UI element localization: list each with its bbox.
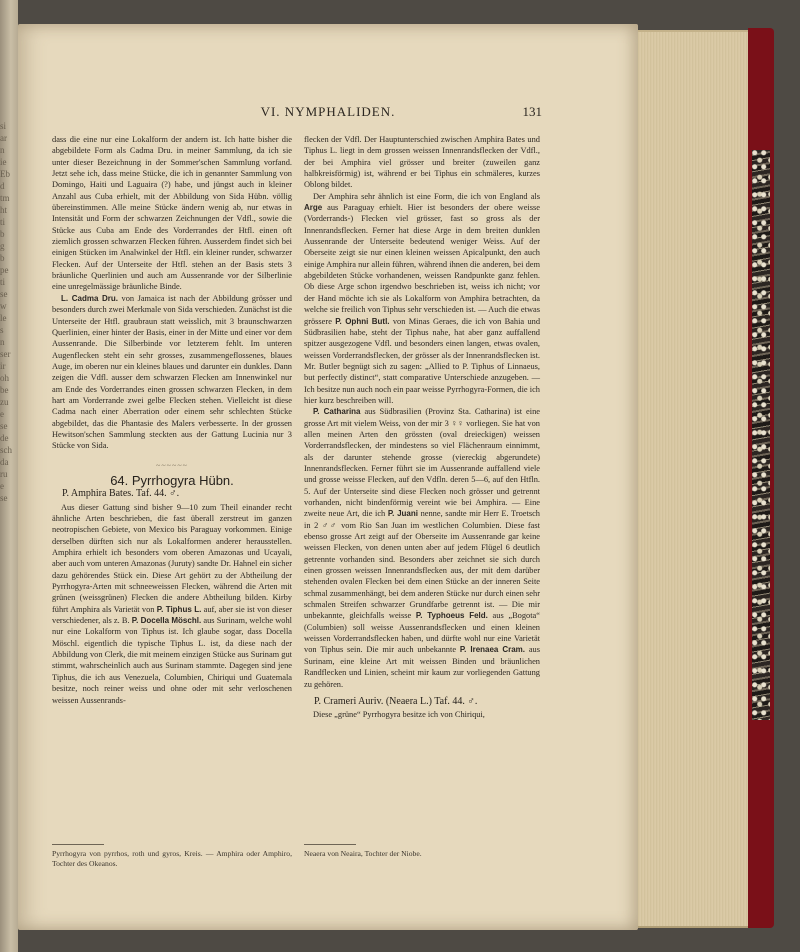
margin-fragment: sch (0, 445, 12, 455)
margin-fragment: s (0, 325, 4, 335)
margin-fragment: oh (0, 373, 9, 383)
page-header (18, 104, 638, 126)
paragraph: Diese „grüne“ Pyrrhogyra besitze ich von Chiriqui, (313, 710, 485, 720)
species-name: L. Cadma Dru. (61, 293, 119, 303)
section-ornament: ~~~~~~ (156, 460, 188, 470)
species-name: Arge (304, 203, 323, 213)
footnote-rule (304, 844, 356, 845)
paragraph: dass die eine nur eine Lokalform der andern ist. Ich hatte bisher die abgebildete Form als Cadma Dru. in meiner Sammlung, da ich sie unter dieser Bezeichnung in der Sommer'schen Sammlung vorfand. Jetzt sehe ich, dass meine Stücke, die ich in genannter Sammlung von Domingo, Haiti und Laguaira (?) habe, und jüngst auch in kleiner Anzahl aus Cuba erhielt, mit der Abbildung von Sida Hübn. völlig übereinstimmen. Alle meine Stücke ändern wenig ab, nur etwas in Intensität und Form der schwarzen Zeichnungen der Vdfl., sowie die Stücke aus Cuba am Ende des Vorderrandes der Htfl. einen oft ziemlich grossen schwarzen Flecken führen. Ausserdem findet sich bei einigen Stücken im Analwinkel der Htfl. ein kleiner runder, schwarzer Flecken. Auf der Unterseite der Htfl. stehen an der Basis stets 3 bräunliche Querlinien und auch am Aussenrande vor der Silberlinie eine unregelmässige bräunliche Binde. (52, 135, 292, 292)
facing-page-fragments (0, 120, 14, 820)
left-column (52, 134, 292, 706)
species-heading: P. Amphira Bates. Taf. 44. ♂. (62, 488, 180, 500)
margin-fragment: ti (0, 217, 6, 227)
margin-fragment: tm (0, 193, 10, 203)
species-name: P. Catharina (313, 407, 361, 417)
margin-fragment: le (0, 313, 7, 323)
margin-fragment: w (0, 301, 7, 311)
running-head: VI. NYMPHALIDEN. (260, 104, 396, 119)
paragraph: L. Cadma Dru. von Jamaica ist nach der Abbildung grösser und besonders durch zwei Merkmale von Sida verschieden. Zunächst ist die Unterseite der Htfl. graubraun statt weisslich, mit 3 braunschwarzen Querlinien, einer hinter der Basis, einer in der Mitte und einer vor dem Aussenrande. Die Silberbinde vor letzterem fehlt. Im unteren Augenflecken steht ein sehr grosses, zusammengeflossenes, blaues Auge, im oberen nur ein kleines blaues und darunter ein dunkles. Dann zeigen die Vdfl. ausser dem schwarzen Flecken am Innenwinkel nur am Ende des Vorderrandes einen grossen schwarzen Flecken, in dem hart am Vorderrande zwei gelbe Flecken stehen. Vielleicht ist diese Cadma nach einer Aberration oder einem sehr schlechten Stücke abgebildet, das die Phantasie des Malers verbesserte. In der grossen Hewitson'schen Sammlung steckten aus der Gattung Lucinia nur 3 Stücke von Sida. (52, 293, 293, 451)
margin-fragment: e (0, 481, 4, 491)
margin-fragment: n (0, 145, 5, 155)
book-page (18, 24, 638, 930)
margin-fragment: si (0, 121, 7, 131)
margin-fragment: pe (0, 265, 9, 275)
margin-fragment: ar (0, 133, 7, 143)
margin-fragment: se (0, 493, 8, 503)
margin-fragment: b (0, 229, 5, 239)
species-heading: P. Crameri Auriv. (Neaera L.) Taf. 44. ♂. (314, 695, 478, 707)
species-name: P. Typhoeus Feld. (415, 611, 488, 621)
species-name: P. Juani (387, 509, 418, 519)
right-column (304, 134, 540, 721)
margin-fragment: ser (0, 349, 11, 359)
marbled-endpaper (752, 150, 770, 720)
margin-fragment: n (0, 337, 5, 347)
footnote: Pyrrhogyra von pyrrhos, roth und gyros, Kreis. — Amphira oder Amphiro, Tochter des Okeanos. (52, 849, 292, 868)
margin-fragment: Eb (0, 169, 10, 179)
margin-fragment: g (0, 241, 5, 251)
margin-fragment: zu (0, 397, 9, 407)
margin-fragment: da (0, 457, 9, 467)
species-name: P. Tiphus L. (156, 604, 202, 614)
paragraph: Aus dieser Gattung sind bisher 9—10 zum Theil einander recht ähnliche Arten beschrieben, die fast überall zerstreut im ganzen neotropischen Gebiete, von Mexico bis Paraguay vorkommen. Einige derselben dürften sich nur als Lokalformen anderer herausstellen. Amphira erhielt ich besonders vom oberen Amazonas und Ucayali, aber auch vom unteren Amazonas (Juruty) sandte Dr. Hahnel ein sicher dazu gehörendes Stück ein. Diese Art gehört zu der Abtheilung der Pyrrhogyra-Arten mit schneeweissen Flecken, während die Arten mit grünen (weissgrünen) Flecken die andere Abtheilung bilden. Kirby führt Amphira als Varietät von P. Tiphus L. auf, aber sie ist von dieser verschiedener, als z. B. P. Docella Möschl. aus Surinam, welche wohl nur eine Lokalform von Tiphus ist. Ich glaube sogar, dass Docella Möschl. eigentlich die typische Tiphus L. ist, da diese nach der Abbildung von Clerk, die mit meinem einzigen Stücke aus Surinam gut stimmt, wahrscheinlich auch aus Surinam stammte. Dagegen sind jene Tiphus, die ich aus Venezuela, Columbien, Chiriqui und Guatemala besitze, noch reiner weiss und ohne oder mit sehr verloschenen weissen Aussenrands- (52, 502, 292, 705)
page-edges (632, 30, 754, 928)
margin-fragment: de (0, 433, 9, 443)
margin-fragment: ir (0, 361, 6, 371)
margin-fragment: ie (0, 157, 7, 167)
species-name: P. Ophni Butl. (335, 316, 390, 326)
margin-fragment: b (0, 253, 5, 263)
paragraph: P. Catharina aus Südbrasilien (Provinz Sta. Catharina) ist eine grosse Art mit vielem Weiss, von der mir 3 ♀♀ vorliegen. Sie hat von allen meinen Arten den grössten (oval dreieckigen) weissen Vorderrandsflecken, der mindestens so viel Flächenraum einnimmt, als der darunter stehende grosse (viereckig abgerundete) Innenrandsflecken. Ferner führt sie im Aussenrande auffallend viele und grosse weisse Flecken, auf den Vdfln. deren 5—6, auf den Htfln. 5. Auf der Unterseite sind diese Flecken noch grösser und getrennt vorhanden, nicht bindenförmig vereint wie bei Amphira. — Eine zweite neue Art, die ich P. Juani nenne, sandte mir Herr E. Troetsch in 2 ♂♂ vom Rio San Juan im westlichen Columbien. Diese fast ebenso grosse Art zeigt auf der Oberseite im Aussenrande gar keine weissen Flecken, von denen unten aber auf jedem Flügel 6 deutlich getrennte vorhanden sind. Besonders aber zeichnet sie sich durch einen grossen weissen Innenrandsflecken aus, der mit dem darüber stehenden ovalen Flecken bei dem einen Stücke an der inneren Seite schmal zusammenhängt, bei dem anderen Stücke nur durch einen sehr schmalen Streifen schwarzer Grundfarbe getrennt ist. — Die mir unbekannte, gleichfalls weisse P. Typhoeus Feld. aus „Bogota“ (Columbien) soll weisse Aussenrandsflecken und einen kleinen weissen Vorderrandsflecken haben, und dürfte wohl nur eine Varietät von Tiphus sein. Die mir auch unbekannte P. Irenaea Cram. aus Surinam, eine kleine Art mit weissen Binden und bräunlichen Randflecken und Linien, scheint mir kaum zur vorliegenden Gattung zu gehören. (304, 407, 541, 689)
margin-fragment: ht (0, 205, 8, 215)
margin-fragment: be (0, 385, 9, 395)
page-number: 131 (522, 104, 542, 119)
paragraph: flecken der Vdfl. Der Hauptunterschied zwischen Amphira Bates und Tiphus L. liegt in dem grossen weissen Innenrandsflecken der Vdfl., der bei Amphira viel grösser und breiter (zuweilen ganz halbkreisförmig) ist, während er bei Tiphus ein schmäleres, kurzes Oblong bildet. (304, 135, 540, 190)
paragraph: Der Amphira sehr ähnlich ist eine Form, die ich von England als Arge aus Paraguay erhielt. Hier ist besonders der obere weisse (Vorderrands-) Flecken viel grösser, fast so gross als der Innenrandsflecken. Ferner hat diese Arge in dem breiten dunklen Aussenrande der Unterseite bedeutend weniger Weiss. Auf der Oberseite zeigt sie nur einen kleinen weissen Apicalpunkt, den auch einige Amphira nur allein führen, während ihnen die anderen, bei dem abgebildeten Stücke vorhandenen, weissen Randpunkte ganz fehlen. Ob diese Arge schon irgendwo beschrieben ist, weiss ich nicht; vor der Hand möchte ich sie als Lokalform von Amphira betrachten, da welche sie freilich von Tiphus sehr verschieden ist. — Auch die etwas grössere P. Ophni Butl. von Minas Geraes, die ich von Bahia und Südbrasilien habe, steht der Tiphus nahe, hat aber ganz auffallend spitzer ausgezogene Vdfl. und besonders einen langen, etwas ovalen, weissen Vorderrandsflecken, der grösser als der Innenrandsflecken ist. Mr. Butler begnügt sich zu sagen: „Allied to P. Tiphus of Linnaeus, but perfectly distinct“, statt comparative Unterschiede anzugeben. — Ich besitze nun auch noch ein paar weisse Pyrrhogyra-Formen, die ich hier kurz beschreiben will. (304, 191, 541, 405)
species-name: P. Docella Möschl. (131, 616, 202, 626)
margin-fragment: d (0, 181, 5, 191)
margin-fragment: e (0, 409, 4, 419)
footnote: Neaera von Neaira, Tochter der Niobe. (304, 849, 422, 858)
margin-fragment: ti (0, 277, 6, 287)
footnote-rule (52, 844, 104, 845)
margin-fragment: ru (0, 469, 8, 479)
section-title: 64. Pyrrhogyra Hübn. (110, 472, 234, 488)
margin-fragment: se (0, 289, 8, 299)
margin-fragment: se (0, 421, 8, 431)
species-name: P. Irenaea Cram. (459, 645, 526, 655)
